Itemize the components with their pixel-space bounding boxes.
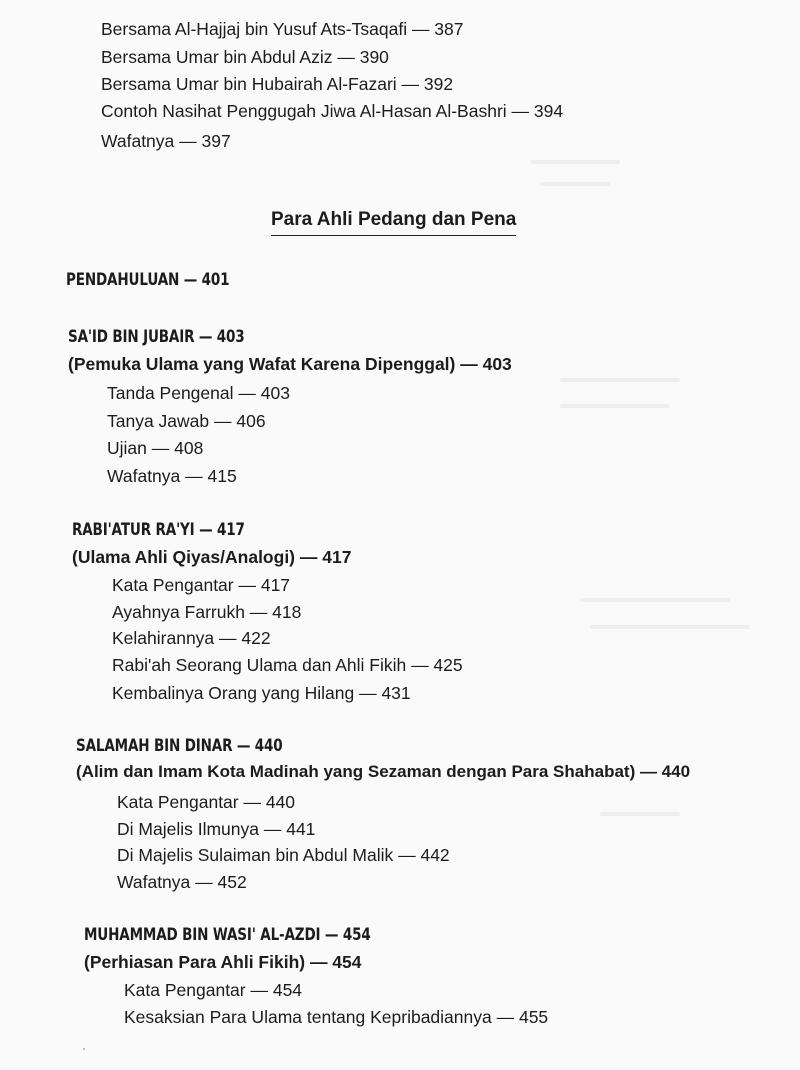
toc-entry: Wafatnya — 415 (107, 466, 237, 486)
bleed-through-mark (560, 378, 680, 382)
toc-entry: Contoh Nasihat Penggugah Jiwa Al-Hasan Al-Bashri — 394 (101, 101, 564, 121)
toc-entry: Kata Pengantar — 454 (124, 980, 303, 1000)
toc-entry: Kembalinya Orang yang Hilang — 431 (112, 683, 411, 703)
toc-entry: Rabi'ah Seorang Ulama dan Ahli Fikih — 425 (112, 655, 463, 675)
chapter-title: PENDAHULUAN — 401 (66, 270, 230, 289)
chapter-subtitle: (Alim dan Imam Kota Madinah yang Sezaman dengan Para Shahabat) — 440 (76, 762, 691, 781)
bleed-through-mark (530, 160, 620, 164)
toc-entry: Tanda Pengenal — 403 (107, 383, 290, 403)
toc-entry: Ujian — 408 (107, 438, 204, 458)
bleed-through-mark (590, 625, 750, 629)
toc-entry: Kesaksian Para Ulama tentang Kepribadiannya — 455 (124, 1007, 549, 1027)
chapter-title: MUHAMMAD BIN WASI' AL-AZDI — 454 (84, 925, 371, 944)
toc-entry: Ayahnya Farrukh — 418 (112, 602, 302, 622)
bleed-through-mark (540, 182, 610, 186)
toc-entry: Bersama Umar bin Hubairah Al-Fazari — 392 (101, 74, 454, 94)
toc-entry: Kata Pengantar — 440 (117, 792, 296, 812)
toc-entry: Di Majelis Sulaiman bin Abdul Malik — 442 (117, 845, 450, 865)
chapter-title: SALAMAH BIN DINAR — 440 (76, 736, 283, 755)
chapter-subtitle: (Pemuka Ulama yang Wafat Karena Dipenggal) — 403 (68, 354, 512, 374)
chapter-title: SA'ID BIN JUBAIR — 403 (68, 327, 245, 346)
toc-entry: Di Majelis Ilmunya — 441 (117, 819, 316, 839)
chapter-subtitle: (Perhiasan Para Ahli Fikih) — 454 (84, 952, 362, 972)
section-title: Para Ahli Pedang dan Pena (271, 208, 516, 236)
toc-entry: Bersama Al-Hajjaj bin Yusuf Ats-Tsaqafi — 387 (101, 19, 464, 39)
toc-entry: Wafatnya — 452 (117, 872, 247, 892)
chapter-subtitle: (Ulama Ahli Qiyas/Analogi) — 417 (72, 547, 352, 567)
toc-entry: Wafatnya — 397 (101, 131, 231, 151)
paper-speck (83, 1048, 85, 1050)
toc-entry: Kelahirannya — 422 (112, 628, 271, 648)
bleed-through-mark (600, 812, 680, 816)
toc-entry: Kata Pengantar — 417 (112, 575, 291, 595)
bleed-through-mark (580, 598, 730, 602)
toc-entry: Tanya Jawab — 406 (107, 411, 266, 431)
toc-entry: Bersama Umar bin Abdul Aziz — 390 (101, 47, 389, 67)
bleed-through-mark (560, 404, 670, 408)
chapter-title: RABI'ATUR RA'YI — 417 (72, 520, 245, 539)
